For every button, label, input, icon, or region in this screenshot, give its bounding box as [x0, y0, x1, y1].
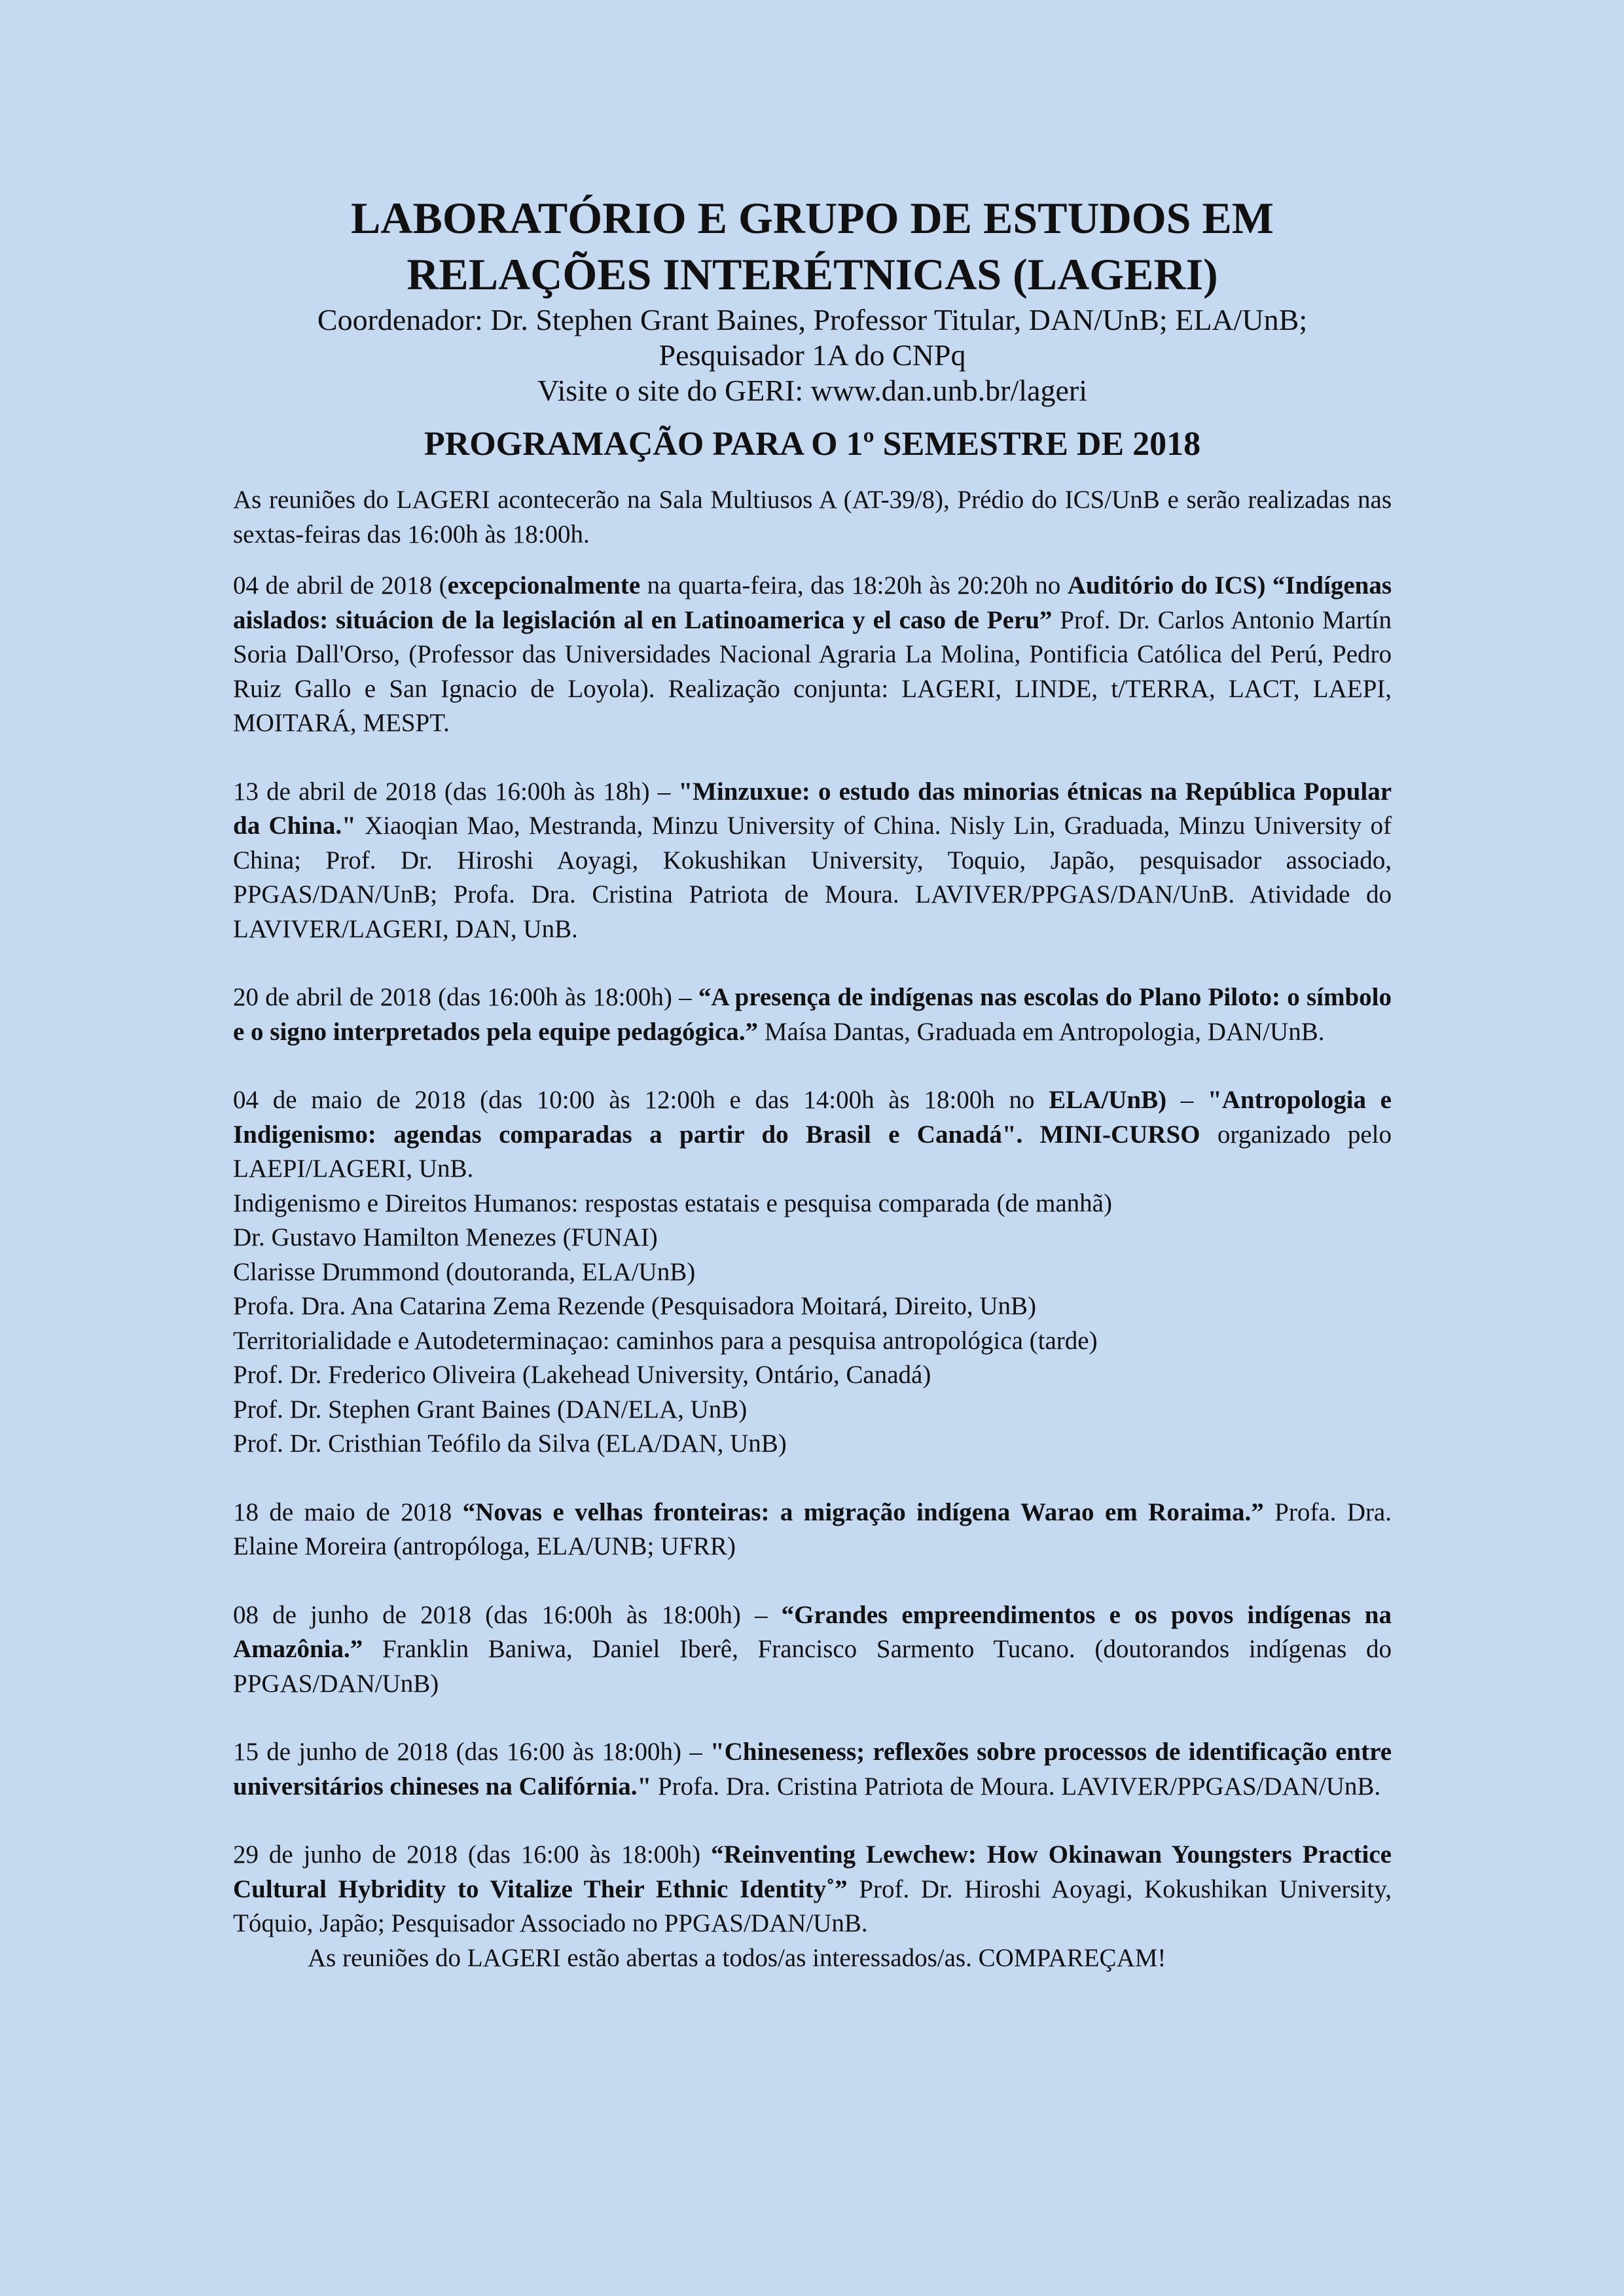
minicourse-line: Dr. Gustavo Hamilton Menezes (FUNAI): [233, 1223, 658, 1251]
closing-note: As reuniões do LAGERI estão abertas a todos/as interessados/as. COMPAREÇAM!: [308, 1943, 1166, 1972]
title-line-2: RELAÇÕES INTERÉTNICAS (LAGERI): [406, 249, 1218, 299]
document-content: [233, 190, 1392, 1975]
coordinator-line-2: Pesquisador 1A do CNPq: [659, 338, 966, 372]
title-line-1: LABORATÓRIO E GRUPO DE ESTUDOS EM: [351, 193, 1274, 243]
event-04-april: 04 de abril de 2018 (excepcionalmente na quarta-feira, das 18:20h às 20:20h no Auditório do ICS) “Indígenas aislados: situácion de la legislación al en Latinoamerica y el caso de Peru” Prof. Dr. Carlos Antonio Martín Soria Dall'Orso, (Professor das Universidades Nacional Agraria La Molina, Pontificia Católica del Perú, Pedro Ruiz Gallo e San Ignacio de Loyola). Realização conjunta: LAGERI, LINDE, t/TERRA, LACT, LAEPI, MOITARÁ, MESPT.: [233, 571, 1392, 737]
event-13-april: 13 de abril de 2018 (das 16:00h às 18h) – "Minzuxue: o estudo das minorias étnicas na República Popular da China." Xiaoqian Mao, Mestranda, Minzu University of China. Nisly Lin, Graduada, Minzu University of China; Prof. Dr. Hiroshi Aoyagi, Kokushikan University, Toquio, Japão, pesquisador associado, PPGAS/DAN/UnB; Profa. Dra. Cristina Patriota de Moura. LAVIVER/PPGAS/DAN/UnB. Atividade do LAVIVER/LAGERI, DAN, UnB.: [233, 777, 1392, 943]
minicourse-line: Prof. Dr. Frederico Oliveira (Lakehead University, Ontário, Canadá): [233, 1361, 931, 1389]
minicourse-line: Indigenismo e Direitos Humanos: respostas estatais e pesquisa comparada (de manhã): [233, 1189, 1112, 1217]
event-29-june: 29 de junho de 2018 (das 16:00 às 18:00h) “Reinventing Lewchew: How Okinawan Youngsters Practice Cultural Hybridity to Vitalize Their Ethnic Identity˚” Prof. Dr. Hiroshi Aoyagi, Kokushikan University, Tóquio, Japão; Pesquisador Associado no PPGAS/DAN/UnB.: [233, 1840, 1392, 1937]
site-line: Visite o site do GERI: www.dan.unb.br/lageri: [537, 374, 1087, 407]
minicourse-line: Prof. Dr. Cristhian Teófilo da Silva (ELA/DAN, UnB): [233, 1429, 787, 1458]
event-18-may: 18 de maio de 2018 “Novas e velhas fronteiras: a migração indígena Warao em Roraima.” Profa. Dra. Elaine Moreira (antropóloga, ELA/UNB; UFRR): [233, 1498, 1392, 1560]
coordinator-line-1: Coordenador: Dr. Stephen Grant Baines, Professor Titular, DAN/UnB; ELA/UnB;: [317, 303, 1308, 336]
minicourse-line: Profa. Dra. Ana Catarina Zema Rezende (Pesquisadora Moitará, Direito, UnB): [233, 1292, 1037, 1320]
event-15-june: 15 de junho de 2018 (das 16:00 às 18:00h) – "Chineseness; reflexões sobre processos de identificação entre universitários chineses na Califórnia." Profa. Dra. Cristina Patriota de Moura. LAVIVER/PPGAS/DAN/UnB.: [233, 1738, 1392, 1801]
event-08-june: 08 de junho de 2018 (das 16:00h às 18:00h) – “Grandes empreendimentos e os povos indígenas na Amazônia.” Franklin Baniwa, Daniel Iberê, Francisco Sarmento Tucano. (doutorandos indígenas do PPGAS/DAN/UnB): [233, 1600, 1392, 1698]
event-20-april: 20 de abril de 2018 (das 16:00h às 18:00h) – “A presença de indígenas nas escolas do Plano Piloto: o símbolo e o signo interpretados pela equipe pedagógica.” Maísa Dantas, Graduada em Antropologia, DAN/UnB.: [233, 983, 1392, 1046]
programme-title: PROGRAMAÇÃO PARA O 1º SEMESTRE DE 2018: [424, 425, 1201, 463]
intro-paragraph: As reuniões do LAGERI acontecerão na Sala Multiusos A (AT-39/8), Prédio do ICS/UnB e serão realizadas nas sextas-feiras das 16:00h às 18:00h.: [233, 486, 1392, 548]
minicourse-line: Territorialidade e Autodeterminaçao: caminhos para a pesquisa antropológica (tarde): [233, 1326, 1098, 1355]
minicourse-line: Prof. Dr. Stephen Grant Baines (DAN/ELA, UnB): [233, 1395, 748, 1424]
minicourse-line: Clarisse Drummond (doutoranda, ELA/UnB): [233, 1257, 696, 1286]
document-title: [233, 190, 1392, 302]
event-04-may: 04 de maio de 2018 (das 10:00 às 12:00h e das 14:00h às 18:00h no ELA/UnB) – "Antropologia e Indigenismo: agendas comparadas a partir do Brasil e Canadá". MINI-CURSO organizado pelo LAEPI/LAGERI, UnB.: [233, 1086, 1392, 1183]
